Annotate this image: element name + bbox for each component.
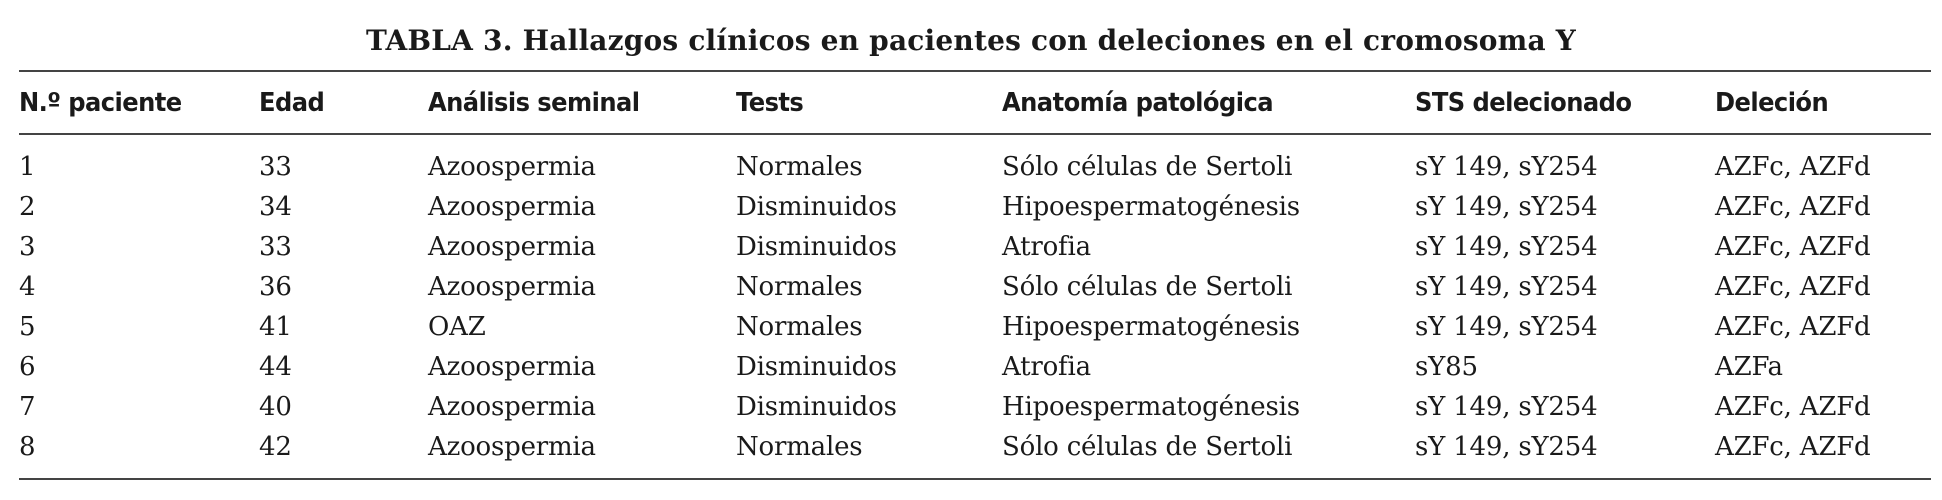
cell-pathology: Hipoespermatogénesis — [1002, 192, 1300, 222]
header-seminal-analysis: Análisis seminal — [428, 87, 640, 118]
table-row — [19, 227, 1931, 267]
cell-patient-number: 3 — [19, 232, 36, 262]
cell-deleted-sts: sY 149, sY254 — [1415, 152, 1598, 182]
cell-seminal-analysis: Azoospermia — [428, 152, 596, 182]
cell-patient-number: 1 — [19, 152, 36, 182]
cell-age: 34 — [259, 192, 292, 222]
cell-patient-number: 6 — [19, 352, 36, 382]
table-body — [19, 133, 1931, 467]
cell-seminal-analysis: Azoospermia — [428, 232, 596, 262]
header-deletion: Deleción — [1715, 87, 1829, 118]
table-row — [19, 347, 1931, 387]
cell-pathology: Sólo células de Sertoli — [1002, 432, 1293, 462]
table-title: TABLA 3. Hallazgos clínicos en pacientes con deleciones en el cromosoma Y — [366, 24, 1576, 57]
table-row — [19, 387, 1931, 427]
cell-patient-number: 4 — [19, 272, 36, 302]
cell-deletion: AZFc, AZFd — [1715, 232, 1871, 262]
cell-deletion: AZFc, AZFd — [1715, 152, 1871, 182]
cell-pathology: Hipoespermatogénesis — [1002, 392, 1300, 422]
table-row — [19, 307, 1931, 347]
cell-deletion: AZFc, AZFd — [1715, 392, 1871, 422]
cell-deleted-sts: sY 149, sY254 — [1415, 312, 1598, 342]
cell-age: 36 — [259, 272, 292, 302]
cell-age: 42 — [259, 432, 292, 462]
cell-deletion: AZFa — [1715, 352, 1783, 382]
cell-seminal-analysis: Azoospermia — [428, 432, 596, 462]
cell-tests: Normales — [736, 272, 863, 302]
cell-pathology: Hipoespermatogénesis — [1002, 312, 1300, 342]
cell-age: 33 — [259, 152, 292, 182]
header-tests: Tests — [736, 87, 804, 118]
cell-deleted-sts: sY 149, sY254 — [1415, 392, 1598, 422]
header-row — [19, 72, 1931, 133]
cell-seminal-analysis: OAZ — [428, 312, 486, 342]
table-row — [19, 427, 1931, 467]
cell-tests: Disminuidos — [736, 192, 897, 222]
cell-tests: Normales — [736, 432, 863, 462]
clinical-findings-table — [19, 72, 1931, 467]
cell-tests: Disminuidos — [736, 392, 897, 422]
cell-deleted-sts: sY 149, sY254 — [1415, 232, 1598, 262]
cell-seminal-analysis: Azoospermia — [428, 272, 596, 302]
cell-deleted-sts: sY85 — [1415, 352, 1478, 382]
header-pathology: Anatomía patológica — [1002, 87, 1273, 118]
cell-seminal-analysis: Azoospermia — [428, 392, 596, 422]
cell-pathology: Sólo células de Sertoli — [1002, 272, 1293, 302]
cell-pathology: Atrofia — [1002, 232, 1091, 262]
cell-patient-number: 2 — [19, 192, 36, 222]
table-row — [19, 267, 1931, 307]
cell-patient-number: 7 — [19, 392, 36, 422]
cell-seminal-analysis: Azoospermia — [428, 352, 596, 382]
table-row — [19, 187, 1931, 227]
cell-tests: Normales — [736, 312, 863, 342]
cell-pathology: Atrofia — [1002, 352, 1091, 382]
cell-pathology: Sólo células de Sertoli — [1002, 152, 1293, 182]
cell-age: 40 — [259, 392, 292, 422]
cell-patient-number: 8 — [19, 432, 36, 462]
cell-tests: Disminuidos — [736, 352, 897, 382]
cell-deletion: AZFc, AZFd — [1715, 272, 1871, 302]
cell-deleted-sts: sY 149, sY254 — [1415, 432, 1598, 462]
cell-patient-number: 5 — [19, 312, 36, 342]
cell-deleted-sts: sY 149, sY254 — [1415, 192, 1598, 222]
cell-deletion: AZFc, AZFd — [1715, 432, 1871, 462]
cell-tests: Normales — [736, 152, 863, 182]
cell-deleted-sts: sY 149, sY254 — [1415, 272, 1598, 302]
header-patient-number: N.º paciente — [19, 87, 182, 118]
cell-age: 44 — [259, 352, 292, 382]
cell-tests: Disminuidos — [736, 232, 897, 262]
header-age: Edad — [259, 87, 325, 118]
table-row — [19, 133, 1931, 187]
cell-deletion: AZFc, AZFd — [1715, 312, 1871, 342]
cell-age: 41 — [259, 312, 292, 342]
cell-age: 33 — [259, 232, 292, 262]
cell-seminal-analysis: Azoospermia — [428, 192, 596, 222]
cell-deletion: AZFc, AZFd — [1715, 192, 1871, 222]
bottom-rule — [19, 478, 1931, 480]
header-deleted-sts: STS delecionado — [1415, 87, 1632, 118]
